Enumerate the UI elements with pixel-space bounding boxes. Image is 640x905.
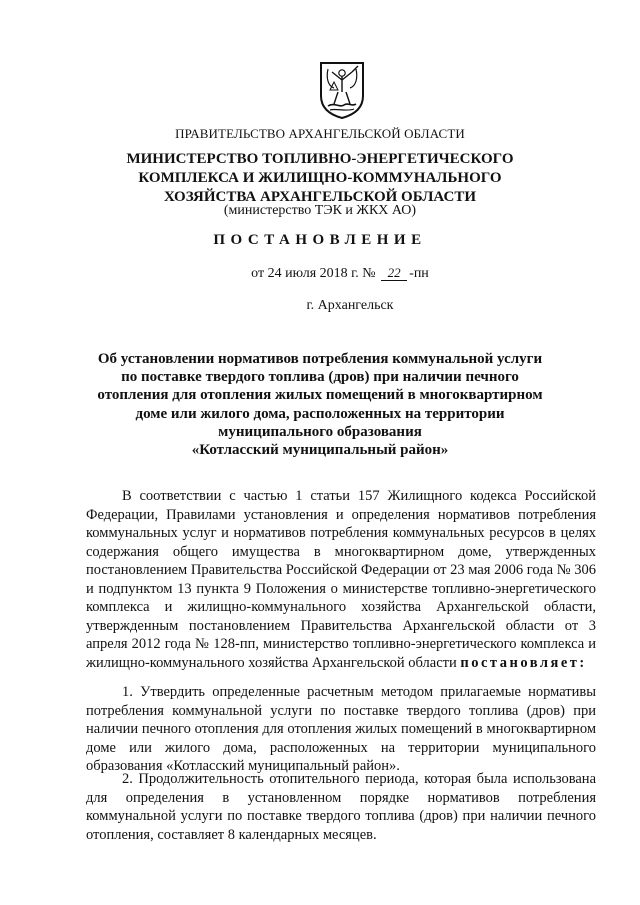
clause-1-text: 1. Утвердить определенные расчетным методом прилагаемые нормативы потребления коммунальной услуги по поставке твердого топлива (дров) при наличии печного отопления для отопления жилых помещений в многоквартирном доме или жилого дома, расположенных на территории муниципального образования «Котласский муниципальный район». bbox=[86, 684, 596, 774]
preamble-text: В соответствии с частью 1 статьи 157 Жилищного кодекса Российской Федерации, Правилами установления и определения нормативов потребления коммунальных услуг и нормативов потребления коммунальных ресурсов в целях содержания общего имущества в многоквартирном доме, утвержденных постановлением Правительства Российской Федерации от 23 мая 2006 года № 306 и подпунктом 13 пункта 9 Положения о министерстве топливно-энергетического комплекса и жилищно-коммунального хозяйства Архангельской области, утвержденным постановлением Правительства Архангельской области от 3 апреля 2012 года № 128-пп, министерство топливно-энергетического комплекса и жилищно-коммунального хозяйства Архангельской области bbox=[86, 488, 596, 671]
ministry-name-line: ХОЗЯЙСТВА АРХАНГЕЛЬСКОЙ ОБЛАСТИ bbox=[163, 189, 477, 205]
ministry-name bbox=[0, 150, 640, 207]
government-name: ПРАВИТЕЛЬСТВО АРХАНГЕЛЬСКОЙ ОБЛАСТИ bbox=[175, 126, 465, 141]
document-title-line: отопления для отопления жилых помещений в многоквартирном bbox=[97, 387, 543, 404]
ministry-abbreviation: (министерство ТЭК и ЖКХ АО) bbox=[223, 203, 417, 218]
document-title-line: по поставке твердого топлива (дров) при наличии печного bbox=[121, 369, 519, 386]
document-title-line: доме или жилого дома, расположенных на территории bbox=[135, 405, 505, 422]
date-number-line bbox=[0, 266, 640, 282]
resolution-number: 22 bbox=[381, 266, 407, 281]
coat-of-arms-archangel-icon bbox=[318, 60, 366, 120]
resolves-keyword: постановляет: bbox=[460, 654, 587, 671]
document-title-line: Об установлении нормативов потребления коммунальной услуги bbox=[97, 351, 543, 367]
resolution-date: от 24 июля 2018 г. № bbox=[251, 266, 376, 281]
document-title bbox=[85, 350, 555, 459]
document-title-line: «Котласский муниципальный район» bbox=[191, 442, 449, 459]
clause-2-text: 2. Продолжительность отопительного периода, которая была использована для определения в установленном порядке нормативов потребления коммунальной услуги по поставке твердого топлива (дров) при наличии печного отопления, составляет 8 календарных месяцев. bbox=[86, 771, 596, 843]
ministry-name-line: КОМПЛЕКСА И ЖИЛИЩНО-КОММУНАЛЬНОГО bbox=[138, 170, 502, 186]
document-type-title: ПОСТАНОВЛЕНИЕ bbox=[213, 232, 427, 248]
ministry-name-line: МИНИСТЕРСТВО ТОПЛИВНО-ЭНЕРГЕТИЧЕСКОГО bbox=[126, 151, 514, 167]
clause-2-paragraph bbox=[86, 770, 596, 844]
resolution-number-suffix: -пн bbox=[409, 266, 429, 281]
city-name: г. Архангельск bbox=[306, 298, 394, 313]
preamble-paragraph bbox=[86, 487, 596, 672]
clause-1-paragraph bbox=[86, 683, 596, 776]
document-title-line: муниципального образования bbox=[218, 423, 422, 440]
